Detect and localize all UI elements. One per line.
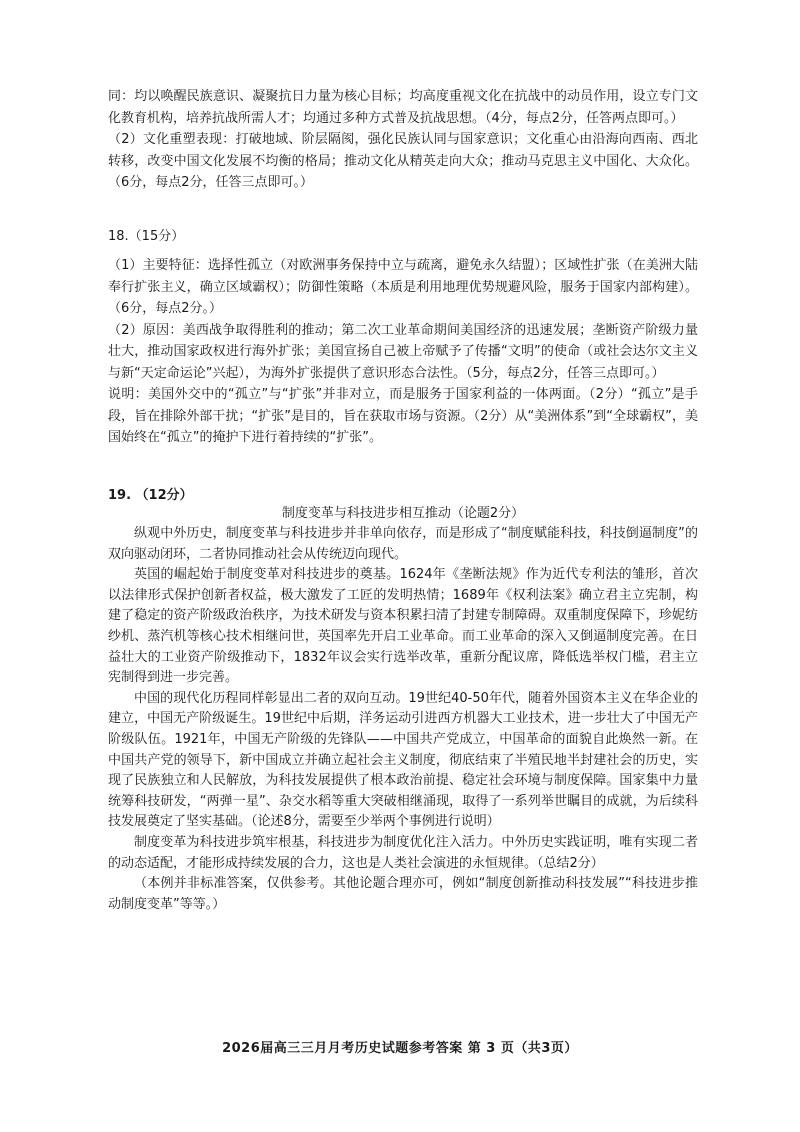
q19-conclusion: 制度变革为科技进步筑牢根基，科技进步为制度优化注入活力。中外历史实践证明，唯有实现二者的动态适配，才能形成持续发展的合力，这也是人类社会演进的永恒规律。（总结2分）: [108, 834, 698, 871]
q19-china-paragraph: 中国的现代化历程同样彰显出二者的双向互动。19世纪40-50年代，随着外国资本主义在华企业的建立，中国无产阶级诞生。19世纪中后期，洋务运动引进西方机器大工业技术，进一步壮大了中国无产阶级队伍。1921年，中国无产阶级的先锋队——中国共产党成立，中国革命的面貌自此焕然一新。在中国共产党的领导下，新中国成立并确立起社会主义制度，彻底结束了半殖民地半封建社会的历史，实现了民族独立和人民解放，为科技发展提供了根本政治前提、稳定社会环境与制度保障。国家集中力量统筹科技研发，“两弹一星”、杂交水稻等重大突破相继涌现，取得了一系列举世瞩目的成就，为后续科技发展奠定了坚实基础。（论述8分，需要至少举两个事例进行说明）: [108, 690, 698, 830]
q19-note: （本例并非标准答案，仅供参考。其他论题合理亦可，例如“制度创新推动科技发展”“科技进步推动制度变革”等等。）: [108, 876, 698, 912]
q18-header: 18.（15分）: [108, 229, 185, 244]
q19-thesis: 制度变革与科技进步相互推动（论题2分）: [281, 506, 525, 521]
q18-part1: （1）主要特征：选择性孤立（对欧洲事务保持中立与疏离，避免永久结盟）；区域性扩张（在美洲大陆奉行扩张主义，确立区域霸权）；防御性策略（本质是利用地理优势规避风险，服务于国家内部构建）。（6分，每点2分。）: [108, 258, 698, 316]
q17-part1-tail: 同：均以唤醒民族意识、凝聚抗日力量为核心目标；均高度重视文化在抗战中的动员作用，设立专门文化教育机构，培养抗战所需人才；均通过多种方式普及抗战思想。（4分，每点2分，任答两点即可。）: [108, 89, 698, 126]
q19-britain-paragraph: 英国的崛起始于制度变革对科技进步的奠基。1624年《垄断法规》作为近代专利法的雏形，首次以法律形式保护创新者权益，极大激发了工匠的发明热情；1689年《权利法案》确立君主立宪制，构建了稳定的资产阶级政治秩序，为技术研发与资本积累扫清了封建专制障碍。双重制度保障下，珍妮纺纱机、蒸汽机等核心技术相继问世，英国率先开启工业革命。而工业革命的深入又倒逼制度完善。在日益壮大的工业资产阶级推动下，1832年议会实行选举改革，重新分配议席，降低选举权门槛，君主立宪制得到进一步完善。: [108, 567, 698, 686]
q18-block: [108, 226, 698, 248]
q19-header: 19. （12分）: [108, 488, 193, 503]
q19-intro: 纵观中外历史，制度变革与科技进步并非单向依存，而是形成了“制度赋能科技，科技倒逼制度”的双向驱动闭环，二者协同推动社会从传统迈向现代。: [108, 526, 698, 562]
q19-essay: [108, 524, 698, 915]
q18-part2: （2）原因：美西战争取得胜利的推动；第二次工业革命期间美国经济的迅速发展；垄断资产阶级力量壮大，推动国家政权进行海外扩张；美国宣扬自己被上帝赋予了传播“文明”的使命（或社会达尔文主义与新“天定命运论”兴起），为海外扩张提供了意识形态合法性。（5分，每点2分，任答三点即可。）: [108, 322, 698, 381]
q18-note: 说明：美国外交中的“孤立”与“扩张”并非对立，而是服务于国家利益的一体两面。（2分）“孤立”是手段，旨在排除外部干扰；“扩张”是目的，旨在获取市场与资源。（2分）从“美洲体系”到“全球霸权”，美国始终在“孤立”的掩护下进行着持续的“扩张”。: [108, 387, 698, 445]
q18-body: [108, 255, 698, 449]
page-footer: 2026届高三三月月考历史试题参考答案 第 3 页（共3页）: [222, 1041, 578, 1056]
q17-part2: （2）文化重塑表现：打破地域、阶层隔阂，强化民族认同与国家意识；文化重心由沿海向西南、西北转移，改变中国文化发展不均衡的格局；推动文化从精英走向大众；推动马克思主义中国化、大众化。（6分，每点2分，任答三点即可。）: [108, 132, 698, 190]
q17-continuation: [108, 86, 698, 194]
